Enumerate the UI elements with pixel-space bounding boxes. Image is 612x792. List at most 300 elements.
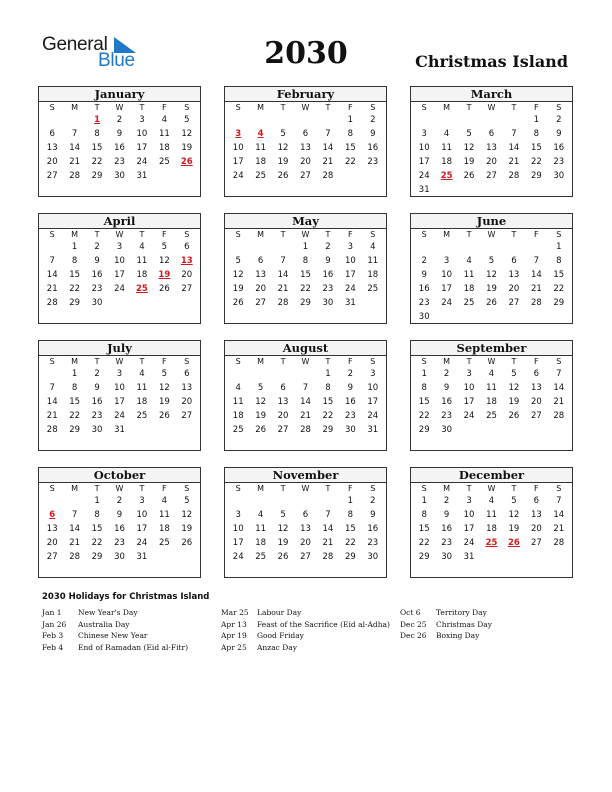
logo-word-blue: Blue (98, 50, 135, 71)
day-cell: 13 (46, 524, 58, 534)
weekday-header: S (49, 484, 55, 493)
holiday-name: Labour Day (257, 608, 302, 617)
day-cell: 10 (418, 143, 430, 153)
empty-cell (413, 241, 435, 255)
day-cell: 5 (235, 256, 241, 266)
day-cell: 12 (508, 510, 520, 520)
day-cell: 2 (370, 496, 376, 506)
day-cell: 19 (486, 284, 497, 294)
weekday-header: T (280, 230, 286, 239)
day-cell: 31 (114, 425, 125, 435)
holiday-date: Dec 26 (400, 631, 427, 640)
empty-cell (272, 241, 294, 255)
day-cell: 20 (46, 538, 58, 548)
day-cell: 29 (344, 552, 356, 562)
month-name: November (225, 468, 386, 483)
day-cell: 17 (367, 397, 379, 407)
day-cell: 2 (443, 369, 450, 379)
month-name: February (225, 87, 386, 102)
day-cell: 3 (347, 242, 354, 252)
day-cell: 30 (344, 425, 356, 435)
day-cell: 6 (533, 369, 540, 379)
day-cell: 17 (114, 397, 125, 407)
day-cell: 5 (257, 383, 264, 393)
day-cell: 26 (486, 298, 497, 308)
holiday-item (42, 607, 188, 619)
day-cell: 31 (344, 298, 356, 308)
day-cell: 28 (69, 552, 81, 562)
day-cell: 17 (463, 397, 475, 407)
holiday-day-cell: 1 (94, 115, 101, 125)
day-cell: 8 (347, 129, 354, 139)
day-cell: 30 (553, 171, 565, 181)
day-cell: 6 (184, 242, 190, 252)
weekday-header: T (139, 357, 145, 366)
day-cell: 21 (300, 411, 311, 421)
day-cell: 22 (69, 411, 81, 421)
day-cell: 16 (91, 397, 103, 407)
holiday-day-cell: 26 (180, 157, 193, 167)
weekday-header: S (235, 484, 241, 493)
weekday-header: S (370, 484, 376, 493)
day-cell: 25 (486, 411, 497, 421)
day-cell: 12 (158, 383, 170, 393)
day-cell: 14 (46, 270, 58, 280)
day-cell: 12 (508, 383, 520, 393)
weekday-header: T (325, 230, 331, 239)
empty-cell (458, 241, 480, 255)
day-cell: 21 (553, 524, 565, 534)
day-cell: 29 (300, 298, 311, 308)
weekday-header: T (280, 484, 286, 493)
month-october (38, 467, 201, 578)
day-cell: 24 (418, 171, 430, 181)
day-cell: 26 (463, 171, 475, 181)
day-cell: 23 (367, 538, 379, 548)
day-cell: 7 (49, 383, 55, 393)
day-cell: 15 (418, 524, 430, 534)
empty-cell (41, 114, 63, 128)
weekday-header: S (556, 230, 562, 239)
day-cell: 10 (367, 383, 379, 393)
day-cell: 16 (418, 284, 430, 294)
day-cell: 1 (71, 242, 78, 252)
day-cell: 30 (114, 552, 125, 562)
day-cell: 23 (114, 157, 125, 167)
day-cell: 22 (322, 411, 334, 421)
day-cell: 17 (344, 270, 356, 280)
empty-cell (294, 114, 316, 128)
day-cell: 2 (421, 256, 427, 266)
weekday-header: M (71, 230, 79, 239)
day-cell: 21 (322, 157, 334, 167)
day-cell: 11 (136, 256, 148, 266)
day-cell: 15 (322, 397, 334, 407)
day-cell: 10 (136, 129, 148, 139)
day-cell: 9 (443, 383, 450, 393)
empty-cell (227, 114, 249, 128)
day-cell: 3 (466, 496, 472, 506)
weekday-header: F (162, 230, 167, 239)
day-cell: 10 (463, 383, 475, 393)
empty-cell (41, 495, 63, 509)
weekday-header: M (257, 230, 265, 239)
weekday-header: W (115, 484, 124, 493)
day-cell: 9 (421, 270, 427, 280)
day-cell: 12 (181, 510, 193, 520)
day-cell: 2 (116, 115, 123, 125)
holiday-name: Chinese New Year (78, 631, 148, 640)
day-cell: 31 (463, 552, 475, 562)
day-cell: 24 (232, 552, 244, 562)
day-cell: 11 (158, 129, 170, 139)
day-cell: 2 (94, 369, 100, 379)
day-cell: 19 (181, 143, 193, 153)
holiday-column (400, 607, 492, 642)
day-cell: 6 (184, 369, 190, 379)
weekday-header: F (534, 103, 539, 112)
holiday-name: Australia Day (78, 619, 130, 629)
day-cell: 1 (302, 242, 309, 252)
weekday-header: M (257, 103, 265, 112)
day-cell: 1 (556, 242, 562, 252)
weekday-header: T (94, 357, 100, 366)
holiday-name: Good Friday (257, 631, 304, 640)
day-cell: 3 (235, 510, 241, 520)
day-cell: 12 (255, 397, 267, 407)
month-name: April (39, 214, 200, 229)
day-cell: 1 (421, 369, 427, 379)
day-cell: 29 (69, 298, 81, 308)
day-cell: 4 (161, 496, 168, 506)
month-june (410, 213, 573, 324)
weekday-header: S (235, 230, 241, 239)
day-cell: 16 (114, 524, 125, 534)
day-cell: 23 (91, 284, 103, 294)
day-cell: 20 (181, 397, 193, 407)
day-cell: 9 (116, 129, 123, 139)
day-cell: 9 (325, 256, 331, 266)
day-cell: 21 (322, 538, 334, 548)
day-cell: 1 (347, 115, 354, 125)
day-cell: 22 (418, 411, 430, 421)
holiday-item (400, 630, 492, 642)
day-cell: 7 (556, 369, 562, 379)
day-cell: 24 (114, 284, 125, 294)
day-cell: 29 (553, 298, 565, 308)
day-cell: 18 (486, 524, 497, 534)
day-cell: 25 (136, 411, 148, 421)
day-cell: 30 (367, 552, 379, 562)
day-cell: 1 (421, 496, 427, 506)
holiday-day-cell: 25 (136, 284, 148, 294)
weekday-header: M (443, 484, 451, 493)
day-cell: 17 (232, 157, 244, 167)
weekday-header: S (421, 230, 427, 239)
day-cell: 25 (367, 284, 379, 294)
holiday-date: Feb 3 (42, 631, 64, 640)
day-cell: 24 (463, 411, 475, 421)
day-cell: 20 (530, 397, 542, 407)
month-january (38, 86, 201, 197)
weekday-header: S (370, 103, 376, 112)
day-cell: 21 (508, 157, 520, 167)
day-cell: 28 (69, 171, 81, 181)
day-cell: 13 (508, 270, 520, 280)
day-grid (411, 102, 572, 198)
month-november (224, 467, 387, 578)
day-cell: 4 (235, 383, 241, 393)
day-cell: 27 (530, 538, 542, 548)
weekday-header: T (511, 103, 517, 112)
holiday-date: Jan 1 (42, 608, 62, 617)
month-name: May (225, 214, 386, 229)
day-cell: 3 (466, 369, 472, 379)
day-cell: 14 (508, 143, 520, 153)
day-cell: 6 (302, 129, 309, 139)
day-cell: 2 (94, 242, 100, 252)
weekday-header: F (348, 484, 353, 493)
day-cell: 7 (533, 256, 540, 266)
day-cell: 9 (370, 510, 376, 520)
day-cell: 1 (94, 496, 100, 506)
weekday-header: S (421, 357, 427, 366)
weekday-header: F (348, 230, 353, 239)
day-cell: 3 (139, 496, 145, 506)
day-cell: 16 (322, 270, 334, 280)
day-cell: 29 (418, 425, 430, 435)
day-cell: 14 (277, 270, 289, 280)
day-cell: 26 (232, 298, 244, 308)
holiday-day-cell: 19 (158, 270, 171, 280)
empty-cell (413, 114, 435, 128)
weekday-header: W (301, 103, 310, 112)
month-name: August (225, 341, 386, 356)
day-cell: 23 (418, 298, 430, 308)
day-cell: 3 (116, 242, 123, 252)
weekday-header: M (71, 103, 79, 112)
holiday-item (221, 607, 390, 619)
day-cell: 8 (556, 256, 562, 266)
weekday-header: T (94, 230, 100, 239)
weekday-header: T (466, 103, 472, 112)
empty-cell (249, 241, 271, 255)
weekday-header: F (534, 484, 539, 493)
holiday-item (221, 630, 390, 642)
day-cell: 7 (511, 129, 517, 139)
day-cell: 30 (441, 552, 453, 562)
weekday-header: M (257, 357, 265, 366)
day-cell: 28 (530, 298, 542, 308)
day-cell: 24 (463, 538, 475, 548)
day-cell: 5 (511, 369, 517, 379)
day-cell: 9 (94, 383, 100, 393)
weekday-header: W (115, 103, 124, 112)
day-cell: 11 (255, 524, 267, 534)
day-cell: 4 (161, 115, 168, 125)
holiday-date: Feb 4 (42, 642, 64, 652)
weekday-header: T (325, 484, 331, 493)
day-cell: 27 (300, 552, 311, 562)
day-cell: 22 (300, 284, 311, 294)
weekday-header: M (71, 484, 79, 493)
weekday-header: S (370, 230, 376, 239)
holiday-name: New Year's Day (78, 608, 138, 617)
day-cell: 4 (466, 256, 472, 266)
day-cell: 12 (232, 270, 244, 280)
empty-cell (272, 114, 294, 128)
day-cell: 21 (69, 538, 81, 548)
day-cell: 8 (71, 383, 78, 393)
day-cell: 17 (441, 284, 453, 294)
day-cell: 30 (114, 171, 125, 181)
empty-cell (227, 241, 249, 255)
holiday-column (42, 607, 188, 653)
day-cell: 2 (116, 496, 123, 506)
day-cell: 8 (421, 510, 427, 520)
weekday-header: T (511, 484, 517, 493)
month-may (224, 213, 387, 324)
day-cell: 27 (46, 171, 58, 181)
day-cell: 20 (300, 157, 311, 167)
day-cell: 29 (91, 552, 103, 562)
day-cell: 11 (441, 143, 453, 153)
holiday-item (400, 607, 492, 619)
weekday-header: M (71, 357, 79, 366)
day-grid (39, 102, 200, 184)
weekday-header: T (94, 484, 100, 493)
day-cell: 28 (322, 171, 334, 181)
day-cell: 15 (69, 397, 81, 407)
weekday-header: W (487, 230, 496, 239)
weekday-header: T (139, 230, 145, 239)
day-cell: 24 (344, 284, 356, 294)
page-title-year: 2030 (264, 36, 348, 71)
day-cell: 6 (511, 256, 517, 266)
weekday-header: F (534, 357, 539, 366)
weekday-header: F (162, 484, 167, 493)
month-name: September (411, 341, 572, 356)
day-cell: 16 (91, 270, 103, 280)
day-grid (225, 483, 386, 565)
holiday-name: Territory Day (436, 608, 487, 617)
holiday-name: Anzac Day (257, 642, 297, 652)
day-cell: 9 (347, 383, 354, 393)
day-cell: 26 (277, 552, 289, 562)
day-cell: 31 (418, 185, 430, 195)
weekday-header: S (49, 357, 55, 366)
day-cell: 3 (139, 115, 145, 125)
day-cell: 9 (370, 129, 376, 139)
month-september (410, 340, 573, 451)
empty-cell (435, 114, 457, 128)
day-cell: 27 (300, 171, 311, 181)
weekday-header: T (466, 484, 472, 493)
empty-cell (249, 368, 271, 382)
day-cell: 7 (302, 383, 309, 393)
day-cell: 24 (367, 411, 379, 421)
holiday-date: Apr 19 (221, 631, 247, 640)
empty-cell (503, 114, 525, 128)
day-cell: 29 (530, 171, 542, 181)
day-cell: 7 (49, 256, 55, 266)
day-cell: 26 (277, 171, 289, 181)
day-cell: 16 (367, 524, 379, 534)
day-cell: 25 (255, 171, 267, 181)
day-cell: 28 (300, 425, 311, 435)
day-cell: 3 (370, 369, 376, 379)
day-cell: 5 (184, 115, 190, 125)
weekday-header: S (556, 103, 562, 112)
day-cell: 30 (91, 425, 103, 435)
day-cell: 22 (69, 284, 81, 294)
day-cell: 17 (136, 524, 148, 534)
day-cell: 21 (553, 397, 565, 407)
day-cell: 31 (136, 552, 148, 562)
day-cell: 27 (486, 171, 497, 181)
month-august (224, 340, 387, 451)
weekday-header: S (184, 357, 190, 366)
weekday-header: T (511, 230, 517, 239)
day-cell: 12 (277, 143, 289, 153)
day-cell: 20 (181, 270, 193, 280)
empty-cell (272, 495, 294, 509)
day-cell: 8 (94, 129, 100, 139)
day-grid (39, 483, 200, 565)
weekday-header: S (184, 230, 190, 239)
day-cell: 25 (463, 298, 475, 308)
day-grid (411, 229, 572, 325)
day-cell: 5 (511, 496, 517, 506)
day-cell: 12 (158, 256, 170, 266)
weekday-header: W (115, 230, 124, 239)
day-cell: 28 (508, 171, 520, 181)
day-cell: 14 (553, 510, 565, 520)
day-cell: 5 (184, 496, 190, 506)
day-cell: 13 (300, 524, 311, 534)
day-cell: 19 (508, 397, 520, 407)
day-cell: 20 (530, 524, 542, 534)
weekday-header: F (534, 230, 539, 239)
weekday-header: S (235, 357, 241, 366)
holiday-name: Feast of the Sacrifice (Eid al-Adha) (257, 619, 390, 629)
day-cell: 1 (533, 115, 540, 125)
holiday-item (221, 642, 390, 654)
day-cell: 4 (139, 242, 145, 252)
empty-cell (227, 495, 249, 509)
day-cell: 15 (344, 524, 356, 534)
day-cell: 16 (441, 524, 453, 534)
month-name: December (411, 468, 572, 483)
holiday-name: End of Ramadan (Eid al-Fitr) (78, 642, 189, 652)
weekday-header: S (184, 484, 190, 493)
weekday-header: S (556, 357, 562, 366)
weekday-header: S (421, 484, 427, 493)
weekday-header: M (443, 230, 451, 239)
empty-cell (63, 495, 85, 509)
day-cell: 30 (322, 298, 334, 308)
day-cell: 15 (344, 143, 356, 153)
day-cell: 26 (158, 284, 170, 294)
day-cell: 5 (488, 256, 495, 266)
holiday-day-cell: 13 (180, 256, 193, 266)
day-cell: 5 (280, 510, 286, 520)
empty-cell (480, 114, 502, 128)
day-cell: 14 (322, 524, 334, 534)
day-cell: 27 (181, 284, 193, 294)
day-cell: 11 (486, 383, 497, 393)
weekday-header: F (348, 103, 353, 112)
